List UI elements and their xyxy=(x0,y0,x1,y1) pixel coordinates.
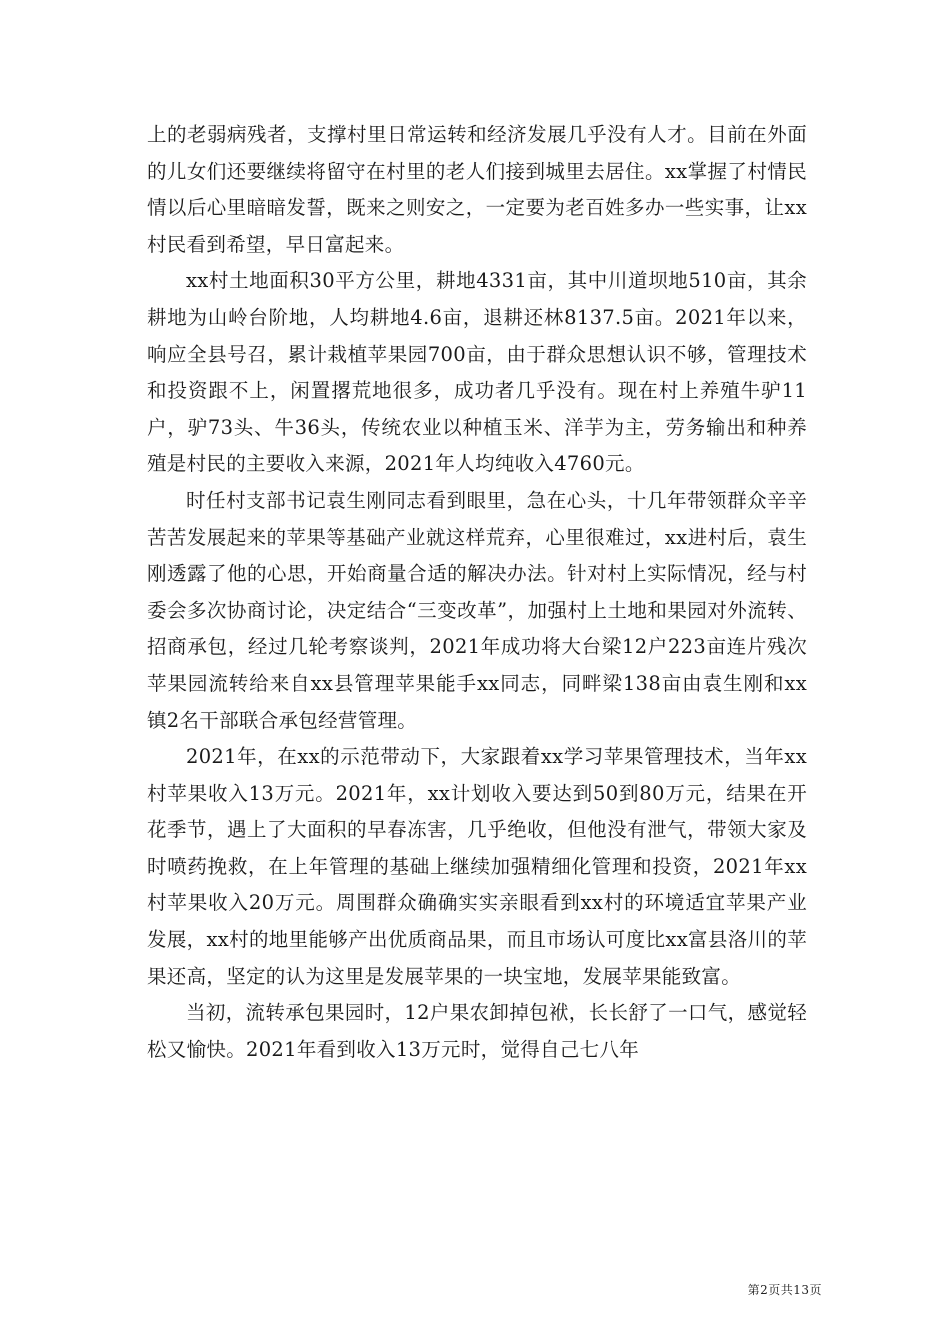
paragraph-3: 时任村支部书记袁生刚同志看到眼里，急在心头，十几年带领群众辛辛苦苦发展起来的苹果等基础产业就这样荒弃，心里很难过，xx进村后，袁生刚透露了他的心思，开始商量合适的解决办法。针对村上实际情况，经与村委会多次协商讨论，决定结合“三变改革”，加强村上土地和果园对外流转、招商承包，经过几轮考察谈判，2021年成功将大台梁12户223亩连片残次苹果园流转给来自xx县管理苹果能手xx同志，同畔梁138亩由袁生刚和xx镇2名干部联合承包经营管理。 xyxy=(147,488,807,732)
paragraph-5: 当初，流转承包果园时，12户果农卸掉包袱，长长舒了一口气，感觉轻松又愉快。2021年看到收入13万元时，觉得自己七八年 xyxy=(147,1001,807,1061)
paragraph-4: 2021年，在xx的示范带动下，大家跟着xx学习苹果管理技术，当年xx村苹果收入13万元。2021年，xx计划收入要达到50到80万元，结果在开花季节，遇上了大面积的早春冻害，几乎绝收，但他没有泄气，带领大家及时喷药挽救，在上年管理的基础上继续加强精细化管理和投资，2021年xx村苹果收入20万元。周围群众确确实实亲眼看到xx村的环境适宜苹果产业发展，xx村的地里能够产出优质商品果，而且市场认可度比xx富县洛川的苹果还高，坚定的认为这里是发展苹果的一块宝地，发展苹果能致富。 xyxy=(147,745,807,988)
document-body xyxy=(147,117,807,1068)
paragraph-1: 上的老弱病残者，支撑村里日常运转和经济发展几乎没有人才。目前在外面的儿女们还要继续将留守在村里的老人们接到城里去居住。xx掌握了村情民情以后心里暗暗发誓，既来之则安之，一定要为老百姓多办一些实事，让xx村民看到希望，早日富起来。 xyxy=(147,123,807,256)
paragraph-2: xx村土地面积30平方公里，耕地4331亩，其中川道坝地510亩，其余耕地为山岭台阶地，人均耕地4.6亩，退耕还林8137.5亩。2021年以来，响应全县号召，累计栽植苹果园700亩，由于群众思想认识不够，管理技术和投资跟不上，闲置撂荒地很多，成功者几乎没有。现在村上养殖牛驴11户，驴73头、牛36头，传统农业以种植玉米、洋芋为主，劳务输出和种养殖是村民的主要收入来源，2021年人均纯收入4760元。 xyxy=(147,269,807,476)
page-number: 第2页共13页 xyxy=(747,1283,822,1297)
